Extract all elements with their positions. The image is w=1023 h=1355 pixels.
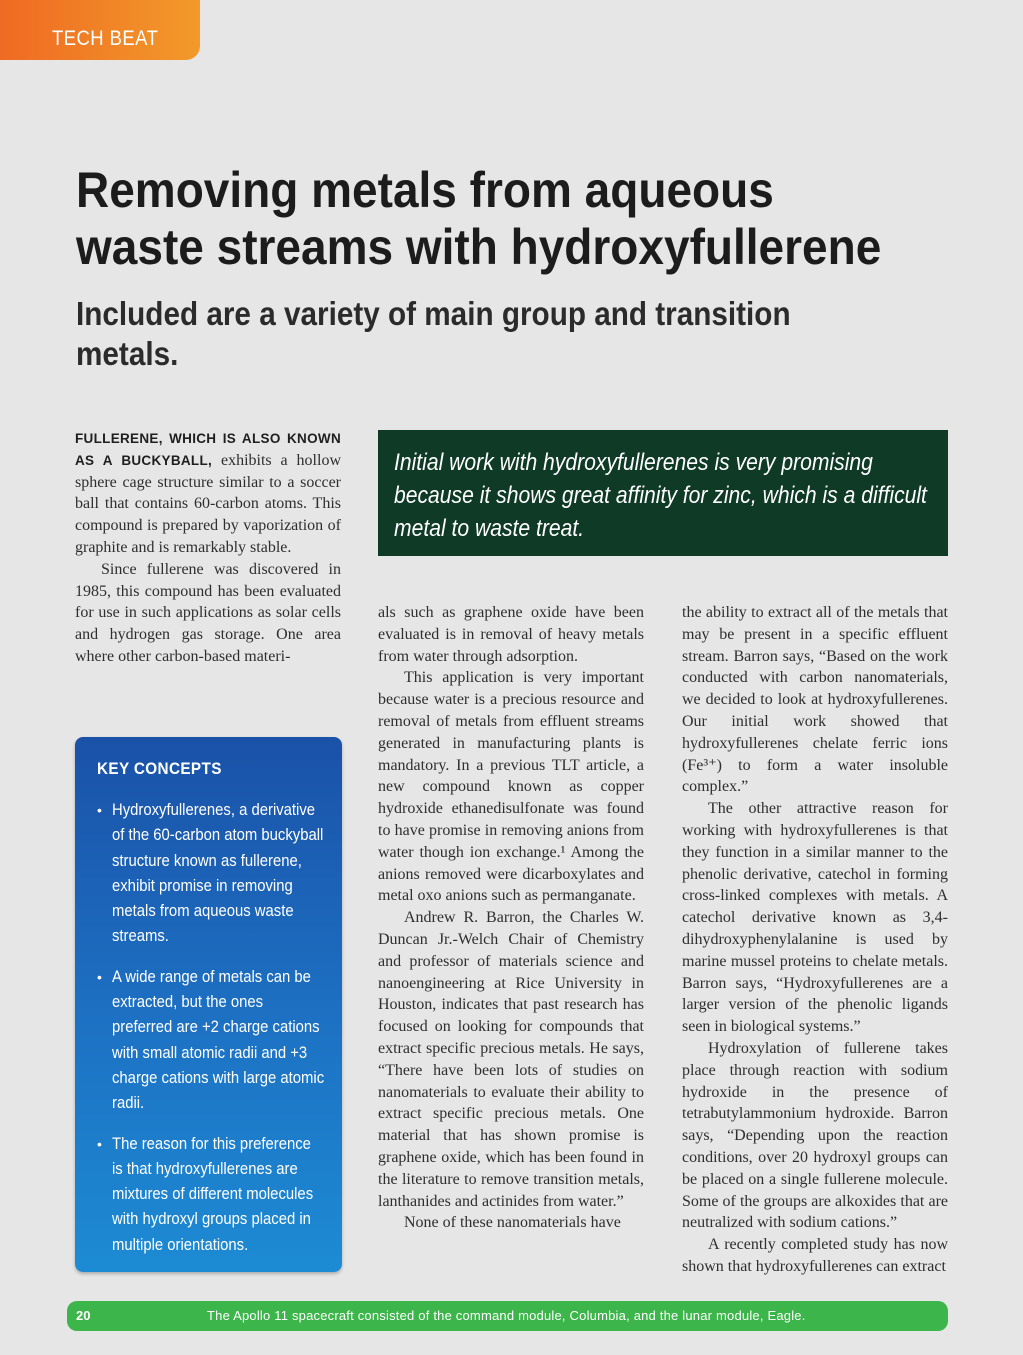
paragraph: Hydroxylation of fullerene takes place through reaction with sodium hydroxide in the presence of tetrabutylammonium hydroxide. Barron says, “Depending upon the reaction conditions, over 20 hydroxyl groups can be placed on a single fullerene molecule. Some of the groups are alkoxides that are neutralized with sodium cations.” <box>682 1039 948 1232</box>
paragraph <box>75 428 341 559</box>
paragraph: Since fullerene was discovered in 1985, this compound has been evaluated for use in such applications as solar cells and hydrogen gas storage. One area where other carbon-based materi- <box>75 560 341 665</box>
list-item: • The reason for this preference is that hydroxyfullerenes are mixtures of different molecules with hydroxyl groups placed in multiple orientations. <box>97 1132 324 1258</box>
paragraph: The other attractive reason for working with hydroxyfullerenes is that they function in a similar manner to the phenolic derivative, catechol in forming cross-linked complexes with metals. A catechol derivative known as 3,4-dihydroxyphenylalanine is used by marine mussel proteins to chelate metals. Barron says, “Hydroxyfullerenes are a larger version of the phenolic ligands seen in biological systems.” <box>682 800 948 1036</box>
article-column-2 <box>378 602 644 1234</box>
bullet-icon: • <box>97 1135 102 1152</box>
article-subtitle: Included are a variety of main group and transition metals. <box>76 295 791 372</box>
pull-quote-text: Initial work with hydroxyfullerenes is very promising because it shows great affinity for zinc, which is a difficult metal to waste treat. <box>394 449 927 542</box>
key-concepts-box <box>75 737 342 1272</box>
page-number: 20 <box>76 1308 91 1323</box>
footer-fact: The Apollo 11 spacecraft consisted of the command module, Columbia, and the lunar module, Eagle. <box>207 1308 806 1323</box>
article-column-3 <box>682 602 948 1278</box>
section-tab <box>0 0 200 60</box>
pull-quote <box>378 430 948 556</box>
section-tab-label: TECH BEAT <box>52 27 159 50</box>
key-concepts-heading: KEY CONCEPTS <box>97 759 222 778</box>
paragraph: None of these nanomaterials have <box>404 1214 621 1232</box>
paragraph: als such as graphene oxide have been evaluated is in removal of heavy metals from water through adsorption. <box>378 604 644 665</box>
article-column-1 <box>75 428 341 668</box>
paragraph: the ability to extract all of the metals that may be present in a specific effluent stream. Barron says, “Based on the work conducted with carbon nanomaterials, we decided to look at hydroxyfullerenes. Our initial work showed that hydroxyfullerenes chelate ferric ions (Fe³⁺) to form a water insoluble complex.” <box>682 604 948 796</box>
paragraph-text: exhibits a hollow sphere cage structure similar to a soccer ball that contains 60-carbon atoms. This compound is prepared by vaporization of graphite and is remarkably stable. <box>75 451 341 556</box>
paragraph: This application is very important because water is a precious resource and removal of metals from effluent streams generated in manufacturing plants is mandatory. In a previous TLT article, a new compound known as copper hydroxide ethanedisulfonate was found to have promise in removing anions from water though ion exchange.¹ Among the anions removed were dicarboxylates and metal oxo anions such as permanganate. <box>378 669 644 905</box>
lead-in: FULLERENE, WHICH IS ALSO KNOWN AS A BUCKYBALL, <box>75 431 341 468</box>
article-title: Removing metals from aqueous waste streams with hydroxyfullerene <box>76 162 882 275</box>
list-item: • Hydroxyfullerenes, a derivative of the 60-carbon atom buckyball structure known as fullerene, exhibit promise in removing metals from aqueous waste streams. <box>97 798 324 950</box>
paragraph: A recently completed study has now shown that hydroxyfullerenes can extract <box>682 1236 948 1275</box>
bullet-icon: • <box>97 968 102 985</box>
footer-bar <box>67 1301 948 1331</box>
key-concepts-list <box>97 798 324 1258</box>
list-item: • A wide range of metals can be extracted, but the ones preferred are +2 charge cations with small atomic radii and +3 charge cations with large atomic radii. <box>97 965 324 1117</box>
paragraph: Andrew R. Barron, the Charles W. Duncan Jr.-Welch Chair of Chemistry and professor of materials science and nanoengineering at Rice University in Houston, indicates that past research has focused on looking for compounds that extract specific precious metals. He says, “There have been lots of studies on nanomaterials to evaluate their ability to extract specific precious metals. One material that has shown promise is graphene oxide, which has been found in the literature to remove transition metals, lanthanides and actinides from water.” <box>378 909 644 1210</box>
bullet-icon: • <box>97 802 102 818</box>
